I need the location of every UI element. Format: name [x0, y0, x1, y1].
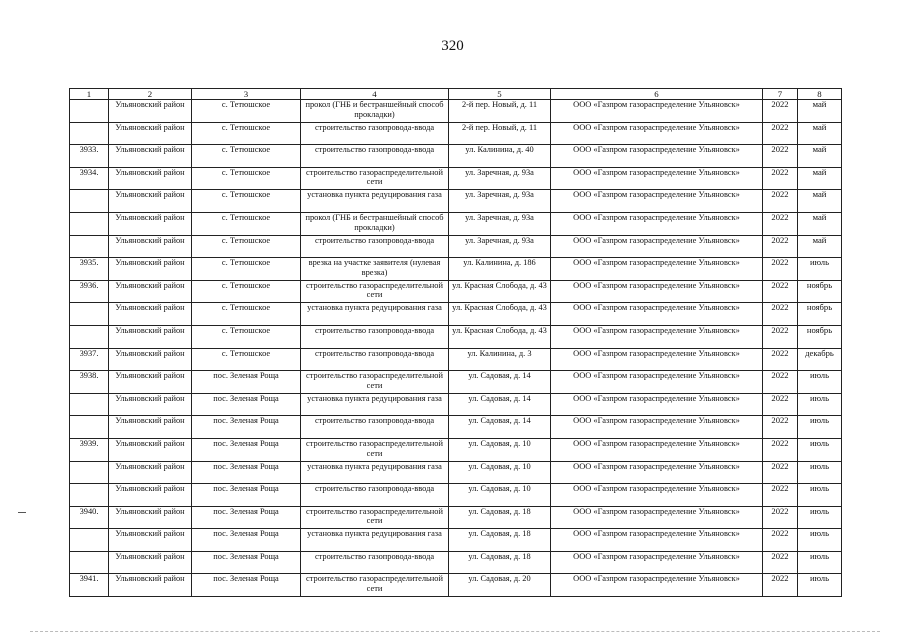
month-cell: июль [798, 574, 842, 597]
month-cell: май [798, 122, 842, 145]
work-type-cell: строительство газопровода-ввода [301, 551, 449, 574]
work-type-cell: строительство газораспределительной сети [301, 438, 449, 461]
table-row [70, 438, 842, 461]
month-cell: июль [798, 258, 842, 281]
year-cell: 2022 [763, 303, 798, 326]
settlement-cell: с. Тетюшское [192, 280, 301, 303]
work-type-cell: прокол (ГНБ и бестраншейный способ прокладки) [301, 212, 449, 235]
month-cell: июль [798, 529, 842, 552]
table-row [70, 280, 842, 303]
month-cell: декабрь [798, 348, 842, 371]
table-row [70, 303, 842, 326]
table-row [70, 574, 842, 597]
address-cell: ул. Калинина, д. 3 [449, 348, 551, 371]
table-row [70, 551, 842, 574]
organization-cell: ООО «Газпром газораспределение Ульяновск» [551, 484, 763, 507]
row-number: 3937. [70, 348, 109, 371]
column-header-8: 8 [798, 89, 842, 100]
organization-cell: ООО «Газпром газораспределение Ульяновск» [551, 303, 763, 326]
row-number [70, 122, 109, 145]
column-header-5: 5 [449, 89, 551, 100]
settlement-cell: с. Тетюшское [192, 122, 301, 145]
district-cell: Ульяновский район [109, 325, 192, 348]
organization-cell: ООО «Газпром газораспределение Ульяновск» [551, 506, 763, 529]
address-cell: ул. Садовая, д. 10 [449, 438, 551, 461]
district-cell: Ульяновский район [109, 235, 192, 258]
row-number [70, 529, 109, 552]
row-number [70, 484, 109, 507]
row-number [70, 212, 109, 235]
address-cell: ул. Калинина, д. 40 [449, 145, 551, 168]
row-number [70, 235, 109, 258]
district-cell: Ульяновский район [109, 574, 192, 597]
district-cell: Ульяновский район [109, 190, 192, 213]
settlement-cell: пос. Зеленая Роща [192, 461, 301, 484]
work-type-cell: строительство газораспределительной сети [301, 167, 449, 190]
district-cell: Ульяновский район [109, 371, 192, 394]
table-row [70, 235, 842, 258]
table-row [70, 416, 842, 439]
settlement-cell: пос. Зеленая Роща [192, 506, 301, 529]
organization-cell: ООО «Газпром газораспределение Ульяновск» [551, 190, 763, 213]
table-row [70, 122, 842, 145]
organization-cell: ООО «Газпром газораспределение Ульяновск» [551, 461, 763, 484]
district-cell: Ульяновский район [109, 551, 192, 574]
district-cell: Ульяновский район [109, 212, 192, 235]
work-type-cell: строительство газораспределительной сети [301, 371, 449, 394]
year-cell: 2022 [763, 280, 798, 303]
district-cell: Ульяновский район [109, 438, 192, 461]
month-cell: июль [798, 371, 842, 394]
organization-cell: ООО «Газпром газораспределение Ульяновск» [551, 438, 763, 461]
month-cell: ноябрь [798, 280, 842, 303]
year-cell: 2022 [763, 506, 798, 529]
schedule-table [69, 88, 842, 597]
settlement-cell: пос. Зеленая Роща [192, 371, 301, 394]
organization-cell: ООО «Газпром газораспределение Ульяновск» [551, 122, 763, 145]
year-cell: 2022 [763, 461, 798, 484]
work-type-cell: установка пункта редуцирования газа [301, 461, 449, 484]
work-type-cell: строительство газопровода-ввода [301, 235, 449, 258]
table-row [70, 145, 842, 168]
year-cell: 2022 [763, 529, 798, 552]
table-row [70, 258, 842, 281]
organization-cell: ООО «Газпром газораспределение Ульяновск» [551, 167, 763, 190]
month-cell: май [798, 212, 842, 235]
header-row [70, 89, 842, 100]
row-number: 3938. [70, 371, 109, 394]
organization-cell: ООО «Газпром газораспределение Ульяновск» [551, 100, 763, 123]
table-row [70, 371, 842, 394]
organization-cell: ООО «Газпром газораспределение Ульяновск» [551, 416, 763, 439]
address-cell: ул. Садовая, д. 18 [449, 551, 551, 574]
address-cell: ул. Садовая, д. 14 [449, 371, 551, 394]
month-cell: ноябрь [798, 325, 842, 348]
year-cell: 2022 [763, 438, 798, 461]
address-cell: ул. Заречная, д. 93а [449, 235, 551, 258]
year-cell: 2022 [763, 574, 798, 597]
work-type-cell: установка пункта редуцирования газа [301, 190, 449, 213]
settlement-cell: пос. Зеленая Роща [192, 484, 301, 507]
work-type-cell: прокол (ГНБ и бестраншейный способ прокладки) [301, 100, 449, 123]
organization-cell: ООО «Газпром газораспределение Ульяновск» [551, 371, 763, 394]
address-cell: ул. Садовая, д. 18 [449, 529, 551, 552]
work-type-cell: строительство газораспределительной сети [301, 280, 449, 303]
address-cell: ул. Заречная, д. 93а [449, 190, 551, 213]
table-row [70, 190, 842, 213]
column-header-4: 4 [301, 89, 449, 100]
work-type-cell: строительство газораспределительной сети [301, 574, 449, 597]
table-body [70, 100, 842, 597]
district-cell: Ульяновский район [109, 416, 192, 439]
address-cell: ул. Садовая, д. 18 [449, 506, 551, 529]
row-number [70, 461, 109, 484]
settlement-cell: с. Тетюшское [192, 235, 301, 258]
row-number [70, 393, 109, 416]
district-cell: Ульяновский район [109, 100, 192, 123]
table-row [70, 529, 842, 552]
district-cell: Ульяновский район [109, 348, 192, 371]
work-type-cell: установка пункта редуцирования газа [301, 303, 449, 326]
organization-cell: ООО «Газпром газораспределение Ульяновск» [551, 551, 763, 574]
row-number: 3940. [70, 506, 109, 529]
year-cell: 2022 [763, 416, 798, 439]
district-cell: Ульяновский район [109, 280, 192, 303]
table-row [70, 212, 842, 235]
organization-cell: ООО «Газпром газораспределение Ульяновск» [551, 529, 763, 552]
row-number [70, 416, 109, 439]
work-type-cell: строительство газопровода-ввода [301, 416, 449, 439]
work-type-cell: строительство газораспределительной сети [301, 506, 449, 529]
year-cell: 2022 [763, 551, 798, 574]
table-row [70, 167, 842, 190]
address-cell: ул. Садовая, д. 14 [449, 416, 551, 439]
work-type-cell: строительство газопровода-ввода [301, 145, 449, 168]
district-cell: Ульяновский район [109, 393, 192, 416]
year-cell: 2022 [763, 167, 798, 190]
column-header-3: 3 [192, 89, 301, 100]
bottom-rule [30, 631, 880, 633]
organization-cell: ООО «Газпром газораспределение Ульяновск» [551, 348, 763, 371]
year-cell: 2022 [763, 190, 798, 213]
year-cell: 2022 [763, 100, 798, 123]
page-number: 320 [441, 38, 464, 54]
settlement-cell: с. Тетюшское [192, 100, 301, 123]
row-number: 3935. [70, 258, 109, 281]
table-row [70, 393, 842, 416]
address-cell: ул. Красная Слобода, д. 43 [449, 325, 551, 348]
address-cell: ул. Садовая, д. 10 [449, 461, 551, 484]
year-cell: 2022 [763, 325, 798, 348]
row-number [70, 100, 109, 123]
settlement-cell: пос. Зеленая Роща [192, 529, 301, 552]
month-cell: май [798, 235, 842, 258]
address-cell: ул. Красная Слобода, д. 43 [449, 303, 551, 326]
column-header-7: 7 [763, 89, 798, 100]
month-cell: июль [798, 393, 842, 416]
column-header-2: 2 [109, 89, 192, 100]
margin-mark [18, 512, 26, 513]
year-cell: 2022 [763, 484, 798, 507]
district-cell: Ульяновский район [109, 529, 192, 552]
row-number [70, 303, 109, 326]
month-cell: июль [798, 416, 842, 439]
table-row [70, 484, 842, 507]
settlement-cell: пос. Зеленая Роща [192, 574, 301, 597]
column-header-1: 1 [70, 89, 109, 100]
settlement-cell: с. Тетюшское [192, 303, 301, 326]
year-cell: 2022 [763, 212, 798, 235]
settlement-cell: с. Тетюшское [192, 325, 301, 348]
district-cell: Ульяновский район [109, 461, 192, 484]
organization-cell: ООО «Газпром газораспределение Ульяновск» [551, 145, 763, 168]
row-number [70, 190, 109, 213]
work-type-cell: установка пункта редуцирования газа [301, 529, 449, 552]
work-type-cell: установка пункта редуцирования газа [301, 393, 449, 416]
district-cell: Ульяновский район [109, 122, 192, 145]
work-type-cell: строительство газопровода-ввода [301, 122, 449, 145]
month-cell: июль [798, 506, 842, 529]
month-cell: май [798, 167, 842, 190]
address-cell: 2-й пер. Новый, д. 11 [449, 122, 551, 145]
work-type-cell: строительство газопровода-ввода [301, 325, 449, 348]
row-number: 3939. [70, 438, 109, 461]
month-cell: май [798, 190, 842, 213]
address-cell: ул. Заречная, д. 93а [449, 212, 551, 235]
table-row [70, 348, 842, 371]
table-row [70, 100, 842, 123]
month-cell: ноябрь [798, 303, 842, 326]
organization-cell: ООО «Газпром газораспределение Ульяновск» [551, 325, 763, 348]
organization-cell: ООО «Газпром газораспределение Ульяновск» [551, 258, 763, 281]
settlement-cell: пос. Зеленая Роща [192, 551, 301, 574]
row-number [70, 325, 109, 348]
organization-cell: ООО «Газпром газораспределение Ульяновск» [551, 393, 763, 416]
settlement-cell: с. Тетюшское [192, 258, 301, 281]
address-cell: ул. Калинина, д. 186 [449, 258, 551, 281]
year-cell: 2022 [763, 348, 798, 371]
organization-cell: ООО «Газпром газораспределение Ульяновск» [551, 235, 763, 258]
address-cell: ул. Красная Слобода, д. 43 [449, 280, 551, 303]
year-cell: 2022 [763, 122, 798, 145]
settlement-cell: с. Тетюшское [192, 348, 301, 371]
month-cell: июль [798, 551, 842, 574]
row-number [70, 551, 109, 574]
address-cell: ул. Садовая, д. 10 [449, 484, 551, 507]
work-type-cell: врезка на участке заявителя (нулевая врезка) [301, 258, 449, 281]
settlement-cell: с. Тетюшское [192, 212, 301, 235]
year-cell: 2022 [763, 371, 798, 394]
district-cell: Ульяновский район [109, 167, 192, 190]
row-number: 3941. [70, 574, 109, 597]
year-cell: 2022 [763, 393, 798, 416]
organization-cell: ООО «Газпром газораспределение Ульяновск» [551, 574, 763, 597]
table-row [70, 461, 842, 484]
district-cell: Ульяновский район [109, 484, 192, 507]
month-cell: май [798, 145, 842, 168]
year-cell: 2022 [763, 258, 798, 281]
year-cell: 2022 [763, 145, 798, 168]
district-cell: Ульяновский район [109, 145, 192, 168]
address-cell: ул. Садовая, д. 20 [449, 574, 551, 597]
row-number: 3933. [70, 145, 109, 168]
month-cell: май [798, 100, 842, 123]
month-cell: июль [798, 438, 842, 461]
district-cell: Ульяновский район [109, 303, 192, 326]
settlement-cell: пос. Зеленая Роща [192, 416, 301, 439]
row-number: 3936. [70, 280, 109, 303]
settlement-cell: пос. Зеленая Роща [192, 393, 301, 416]
work-type-cell: строительство газопровода-ввода [301, 484, 449, 507]
table-row [70, 325, 842, 348]
address-cell: ул. Садовая, д. 14 [449, 393, 551, 416]
work-type-cell: строительство газопровода-ввода [301, 348, 449, 371]
row-number: 3934. [70, 167, 109, 190]
district-cell: Ульяновский район [109, 258, 192, 281]
settlement-cell: с. Тетюшское [192, 190, 301, 213]
table-row [70, 506, 842, 529]
address-cell: ул. Заречная, д. 93а [449, 167, 551, 190]
organization-cell: ООО «Газпром газораспределение Ульяновск» [551, 280, 763, 303]
settlement-cell: с. Тетюшское [192, 167, 301, 190]
settlement-cell: с. Тетюшское [192, 145, 301, 168]
organization-cell: ООО «Газпром газораспределение Ульяновск» [551, 212, 763, 235]
year-cell: 2022 [763, 235, 798, 258]
month-cell: июль [798, 461, 842, 484]
district-cell: Ульяновский район [109, 506, 192, 529]
column-header-6: 6 [551, 89, 763, 100]
settlement-cell: пос. Зеленая Роща [192, 438, 301, 461]
month-cell: июль [798, 484, 842, 507]
address-cell: 2-й пер. Новый, д. 11 [449, 100, 551, 123]
